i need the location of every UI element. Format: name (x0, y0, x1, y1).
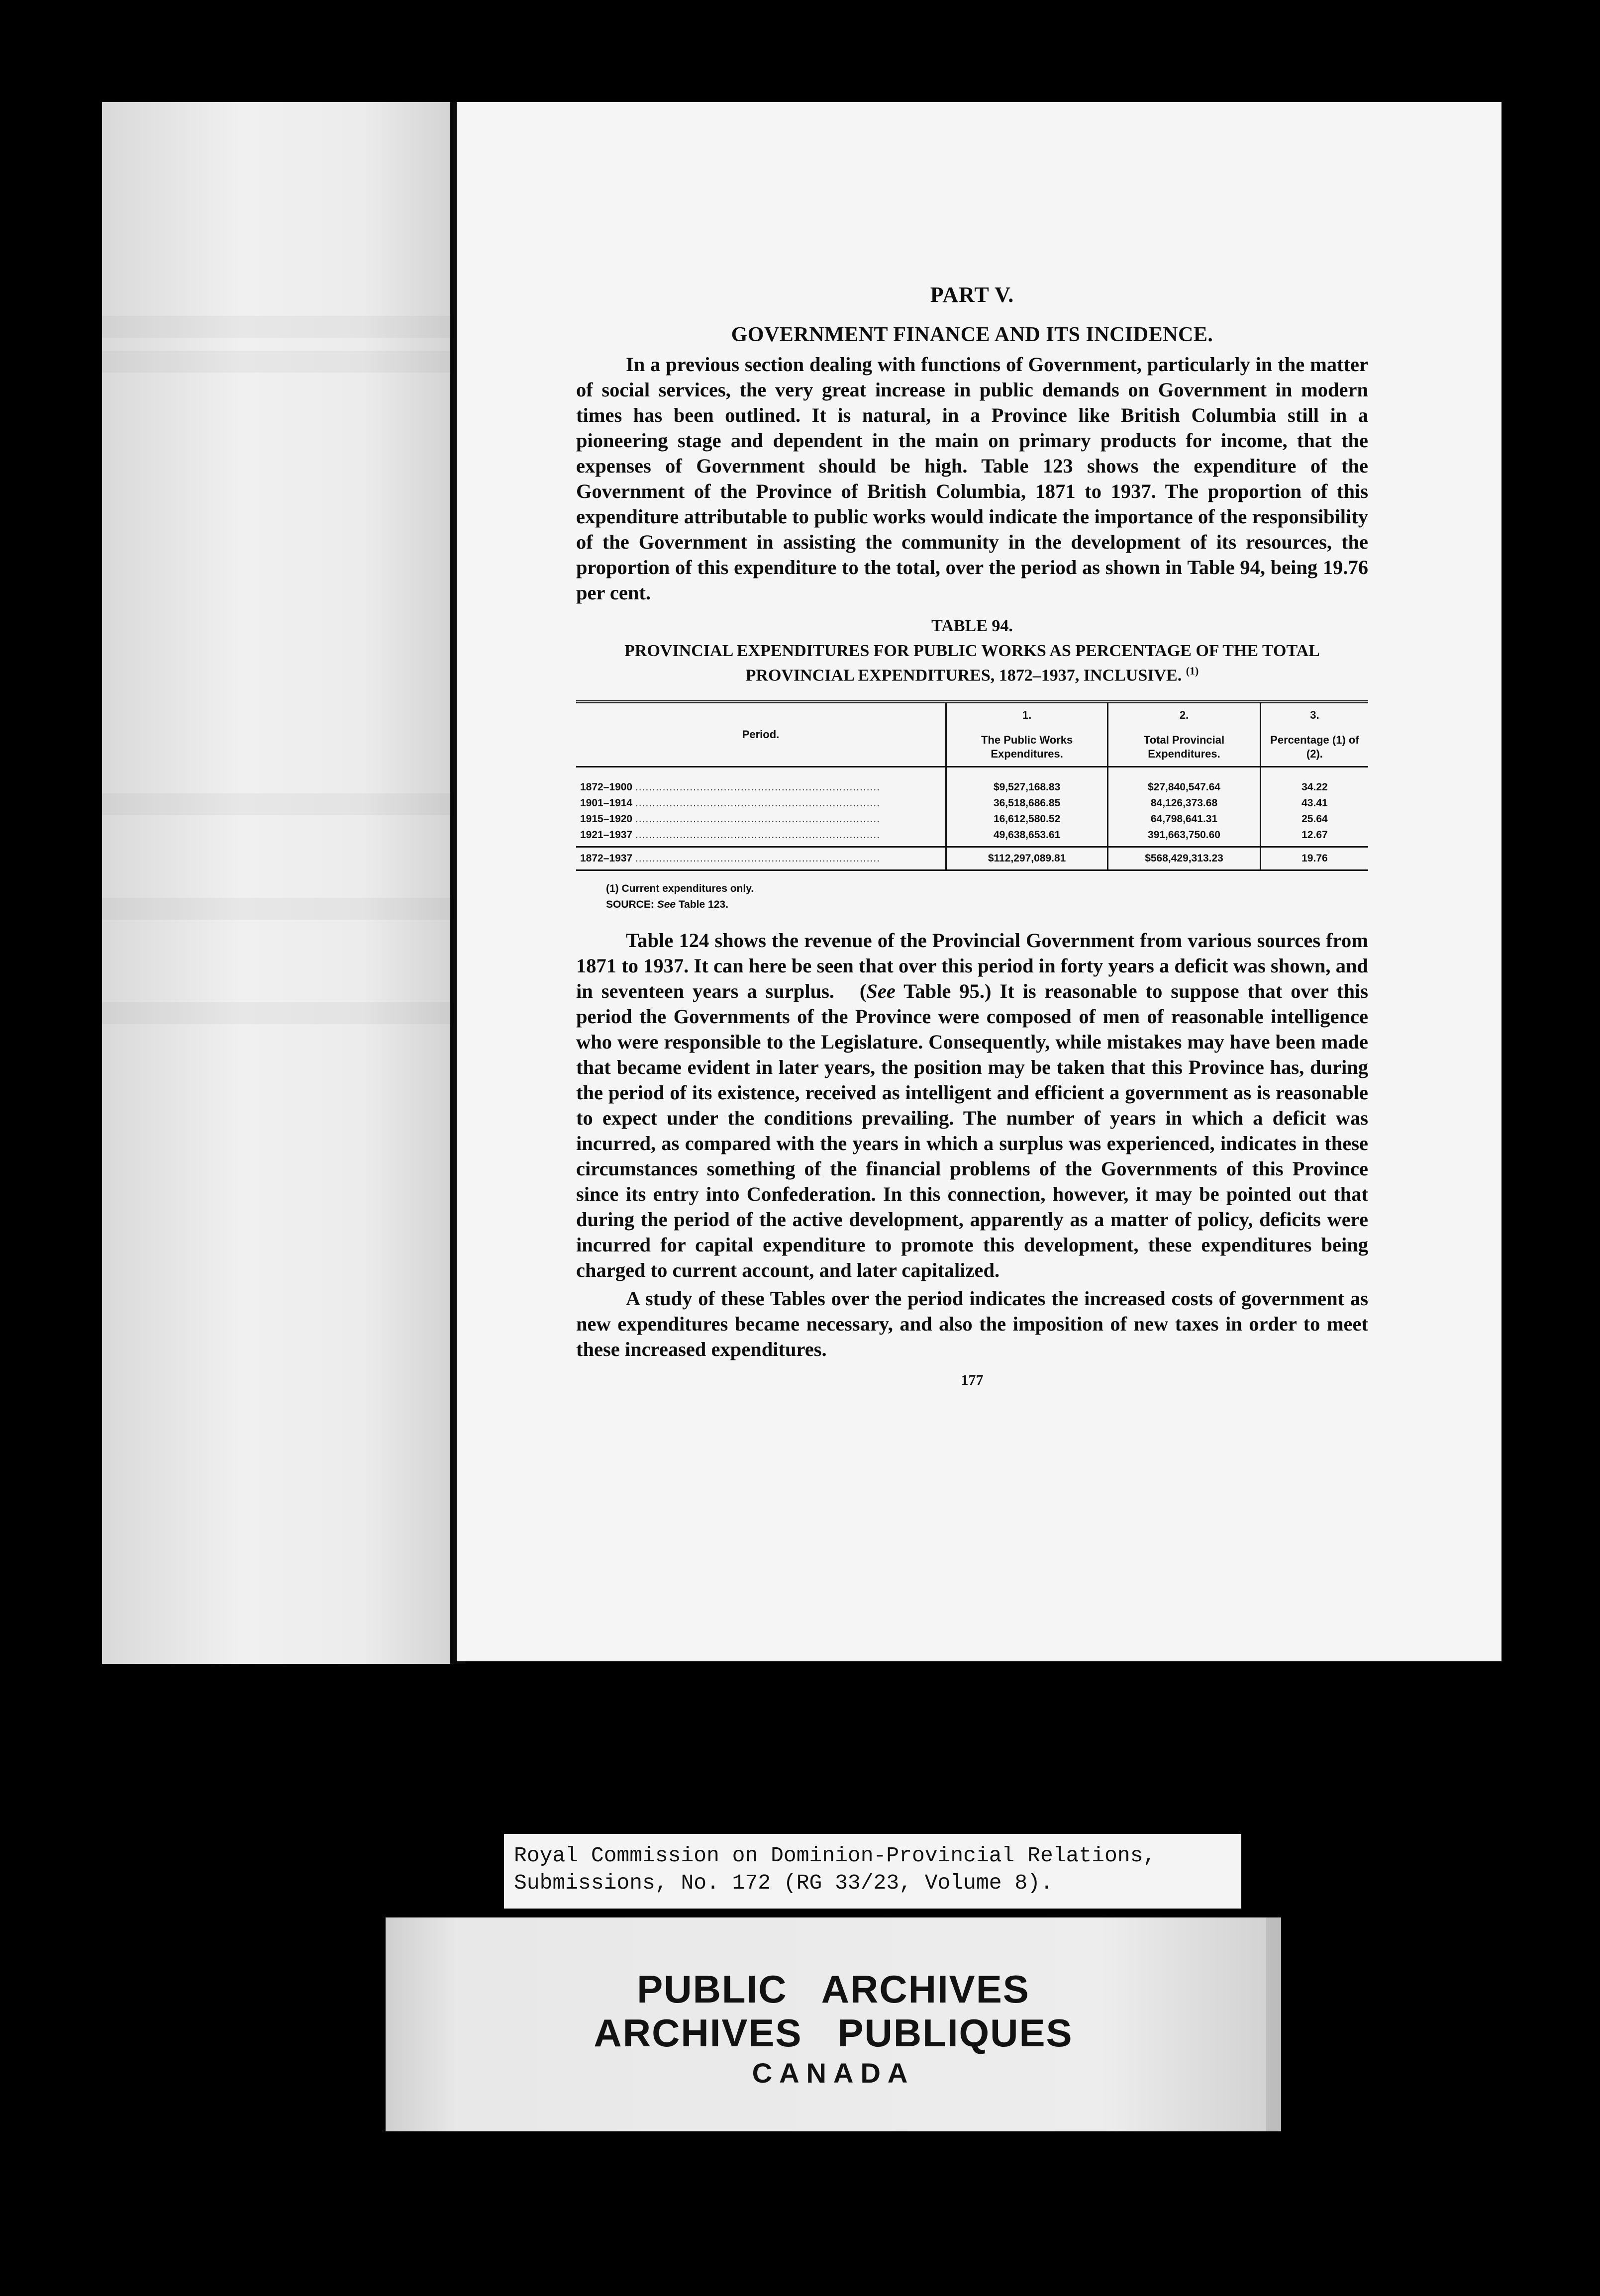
header-col3-number: 3. (1310, 709, 1319, 722)
percent-total: 19.76 (1260, 847, 1368, 870)
total-cell: $27,840,547.64 (1108, 767, 1261, 796)
table-number: TABLE 94. (931, 617, 1013, 635)
period-cell: 1901–1914 ........................................................................ (580, 797, 881, 809)
total-cell: 84,126,373.68 (1108, 795, 1261, 811)
table-notes (606, 881, 1368, 913)
header-percentage (1260, 702, 1368, 767)
bleed-through-line (102, 351, 450, 373)
table-caption (576, 641, 1368, 685)
header-col1-number: 1. (1022, 709, 1032, 722)
table-row (576, 767, 1368, 796)
header-period: Period. (742, 728, 780, 741)
table-row (576, 795, 1368, 811)
table-row (576, 811, 1368, 827)
page-number: 177 (961, 1372, 984, 1389)
paragraph-2: Table 124 shows the revenue of the Provincial Government from various sources from 1871 to 1937. It can here be seen that over this period in forty years a deficit was shown, and in seventeen years a surplus. (See Table 95.) It is reasonable to suppose that over this period the Governments of the Province were composed of men of reasonable intelligence who were responsible to the Legislature. Consequently, while mistakes may have been made that became evident in later years, the position may be taken that this Province has, during the period of its existence, received as intelligent and efficient a government as is reasonable to expect under the conditions prevailing. The number of years in which a deficit was incurred, as compared with the years in which a surplus was experienced, indicates in these circumstances something of the financial problems of the Governments of this Province since its entry into Confederation. In this connection, however, it may be pointed out that during the period of the active development, apparently as a matter of policy, deficits were incurred for capital expenditure to promote this development, these expenditures being charged to current account, and later capitalized. (576, 929, 1368, 1282)
public-works-cell: 49,638,653.61 (946, 827, 1108, 847)
table-caption-note: (1) (1186, 665, 1199, 677)
table-caption-text: PROVINCIAL EXPENDITURES FOR PUBLIC WORKS AS PERCENTAGE OF THE TOTAL PROVINCIAL EXPENDITURES, 1872–1937, INCLUSIVE. (624, 642, 1320, 685)
stamp-line1: PUBLIC ARCHIVES (637, 1967, 1030, 2011)
total-cell: 391,663,750.60 (1108, 827, 1261, 847)
source-label: SOURCE: (606, 899, 654, 911)
public-works-cell: $9,527,168.83 (946, 767, 1108, 796)
total-expenditures-total: $568,429,313.23 (1108, 847, 1261, 870)
table-row (576, 827, 1368, 847)
bleed-through-line (102, 898, 450, 920)
table-footnote: (1) Current expenditures only. (606, 883, 754, 895)
paragraph-1: In a previous section dealing with functions of Government, particularly in the matter of social services, the very great increase in public demands on Government in modern times has been outlined. It is natural, in a Province like British Columbia still in a pioneering stage and dependent in the main on primary products for income, that the expenses of Government should be high. Table 123 shows the expenditure of the Government of the Province of British Columbia, 1871 to 1937. The proportion of this expenditure attributable to public works would indicate the importance of the responsibility of the Government in assisting the community in the development of its resources, the proportion of this expenditure to the total, over the period as shown in Table 94, being 19.76 per cent. (576, 353, 1368, 604)
total-cell: 64,798,641.31 (1108, 811, 1261, 827)
period-cell: 1921–1937 ........................................................................ (580, 829, 881, 841)
archive-reference-label (504, 1834, 1241, 1909)
header-public-works (946, 702, 1108, 767)
public-works-total: $112,297,089.81 (946, 847, 1108, 870)
percent-cell: 43.41 (1260, 795, 1368, 811)
percent-cell: 25.64 (1260, 811, 1368, 827)
header-col2-number: 2. (1179, 709, 1189, 722)
archive-label-line2: Submissions, No. 172 (RG 33/23, Volume 8). (514, 1871, 1053, 1895)
part-title: PART V. (930, 283, 1014, 307)
expenditure-table (576, 700, 1368, 871)
period-cell: 1872–1900 ........................................................................ (580, 781, 881, 793)
facing-page (102, 102, 450, 1664)
stamp-line2: ARCHIVES PUBLIQUES (594, 2011, 1073, 2055)
source-ref: Table 123. (678, 899, 728, 911)
archives-stamp (386, 1917, 1281, 2131)
bleed-through-line (102, 1002, 450, 1024)
public-works-cell: 16,612,580.52 (946, 811, 1108, 827)
document-page (457, 102, 1501, 1661)
table-total-row (576, 847, 1368, 870)
header-col1-label: The Public Works Expenditures. (981, 734, 1073, 761)
public-works-cell: 36,518,686.85 (946, 795, 1108, 811)
page-content (576, 281, 1368, 1389)
header-col2-label: Total Provincial Expenditures. (1143, 734, 1225, 761)
percent-cell: 34.22 (1260, 767, 1368, 796)
paragraph-3: A study of these Tables over the period indicates the increased costs of government as new expenditures became necessary, and also the imposition of new taxes in order to meet these increased expenditures. (576, 1287, 1368, 1361)
bleed-through-line (102, 793, 450, 815)
archive-label-line1: Royal Commission on Dominion-Provincial Relations, (514, 1843, 1156, 1868)
period-cell: 1915–1920 ........................................................................ (580, 813, 881, 825)
table-header-row (576, 702, 1368, 767)
stamp-country: CANADA (752, 2057, 915, 2089)
stamp-text (386, 1967, 1281, 2092)
header-col3-label: Percentage (1) of (2). (1270, 734, 1359, 761)
section-title: GOVERNMENT FINANCE AND ITS INCIDENCE. (731, 323, 1213, 346)
table-source (606, 897, 1368, 913)
percent-cell: 12.67 (1260, 827, 1368, 847)
header-total-expenditures (1108, 702, 1261, 767)
bleed-through-line (102, 316, 450, 338)
source-see: See (657, 899, 676, 911)
period-cell: 1872–1937 ........................................................................ (576, 847, 946, 870)
